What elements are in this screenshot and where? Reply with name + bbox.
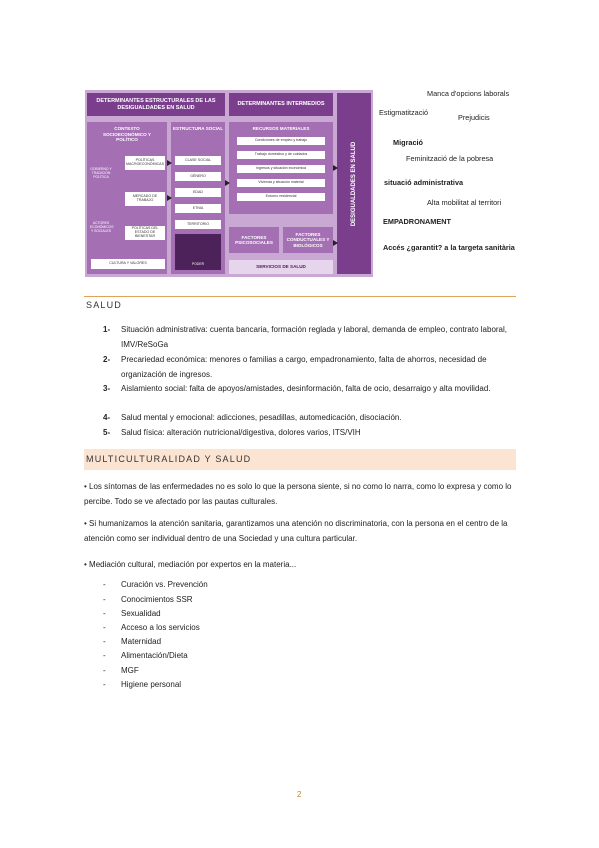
material-item: Trabajo doméstico y de cuidados — [237, 151, 325, 159]
dash-list-item: - Alimentación/Dieta — [103, 651, 188, 660]
behavioural-box — [283, 227, 333, 253]
labour-market: MERCADO DE TRABAJO — [125, 192, 165, 206]
power-box — [175, 234, 221, 270]
dash-item-text: Sexualidad — [121, 609, 161, 618]
context-box — [87, 122, 167, 274]
phrase: Estigmatització — [379, 108, 429, 117]
intermediate-header: DETERMINANTES INTERMEDIOS — [229, 93, 333, 116]
material-item: Condiciones de empleo y trabajo — [237, 137, 325, 145]
material-resources-box — [229, 122, 333, 214]
dash-list-item: - Acceso a los servicios — [103, 623, 200, 632]
dash-item-text: Maternidad — [121, 637, 162, 646]
dash-item-text: Alimentación/Dieta — [121, 651, 188, 660]
phrase: Accés ¿garantit? a la targeta sanitària — [383, 243, 515, 252]
dash-item-text: MGF — [121, 666, 139, 675]
actors-label: ACTORES ECONÓMICOS Y SOCIALES — [90, 221, 114, 233]
social-item: TERRITORIO — [175, 220, 221, 229]
social-item: EDAD — [175, 188, 221, 197]
page-number: 2 — [297, 790, 302, 799]
dash-item-text: Higiene personal — [121, 680, 182, 689]
list-item — [103, 425, 515, 440]
item-text: Aislamiento social: falta de apoyos/amistades, desinformación, falta de ocio, desarraigo y alta movilidad. — [121, 384, 491, 393]
phrase: situació administrativa — [384, 178, 464, 187]
material-title: RECURSOS MATERIALES — [252, 126, 310, 131]
health-determinants-diagram — [85, 90, 373, 277]
health-services-label: SERVICIOS DE SALUD — [256, 264, 306, 270]
section-divider — [84, 296, 516, 297]
culture-values: CULTURA Y VALORES — [91, 259, 165, 269]
phrase: Manca d'opcions laborals — [427, 89, 510, 98]
paragraph: • Los síntomas de las enfermedades no es solo lo que la persona siente, si no como lo narra, como lo expresa y como lo percibe. Todo se ve afectado por las pautas culturales. — [84, 482, 512, 506]
gov-label: GOBIERNO Y TRADICIÓN POLÍTICA — [90, 167, 112, 179]
health-inequalities-box — [337, 93, 371, 274]
salud-list — [103, 322, 515, 442]
dash-list-item: - Higiene personal — [103, 680, 182, 689]
power-label: PODER — [191, 262, 205, 267]
dash-list-item: - Maternidad — [103, 637, 162, 646]
phrase: Feminització de la pobresa — [406, 154, 494, 163]
material-item: Entorno residencial — [237, 193, 325, 201]
dash-item-text: Curación vs. Prevención — [121, 580, 208, 589]
phrase: Prejudicis — [458, 113, 490, 122]
psychosocial-label: FACTORES PSICOSOCIALES — [235, 234, 273, 245]
psychosocial-box — [229, 227, 279, 253]
structural-header: DETERMINANTES ESTRUCTURALES DE LAS DESIGUALDADES EN SALUD — [87, 93, 225, 116]
arrow-icon — [333, 240, 338, 246]
social-structure-title: ESTRUCTURA SOCIAL — [172, 126, 224, 131]
phrase: Alta mobilitat al territori — [427, 198, 502, 207]
dash-list-item: - Sexualidad — [103, 609, 161, 618]
dash-list-item: - MGF — [103, 666, 139, 675]
social-item: ETNIA — [175, 204, 221, 213]
social-item: CLASE SOCIAL — [175, 156, 221, 165]
arrow-icon — [167, 195, 172, 201]
item-number: 1- — [103, 325, 111, 334]
arrow-icon — [225, 180, 230, 186]
social-structure-box — [171, 122, 225, 274]
welfare-policies: POLÍTICAS DEL ESTADO DE BIENESTAR — [125, 226, 165, 240]
item-text: Situación administrativa: cuenta bancaria, formación reglada y laboral, demanda de empleo, contrato laboral, IMV/ReSoGa — [121, 325, 507, 349]
item-number: 4- — [103, 413, 111, 422]
phrase: EMPADRONAMENT — [383, 217, 451, 226]
behavioural-label: FACTORES CONDUCTUALES Y BIOLÓGICOS — [286, 231, 330, 248]
item-number: 2- — [103, 355, 111, 364]
list-item — [103, 410, 515, 425]
context-title: CONTEXTO SOCIOECONÓMICO Y POLÍTICO — [103, 126, 151, 142]
dash-item-text: Acceso a los servicios — [121, 623, 200, 632]
item-number: 5- — [103, 428, 111, 437]
material-item: Vivienda y situación material — [237, 179, 325, 187]
arrow-icon — [333, 165, 338, 171]
item-number: 3- — [103, 384, 111, 393]
item-text: Salud física: alteración nutricional/digestiva, dolores varios, ITS/VIH — [121, 428, 361, 437]
section-title-multiculturalidad: MULTICULTURALIDAD Y SALUD — [86, 454, 252, 464]
dash-list-item: - Conocimientos SSR — [103, 595, 193, 604]
health-services-box — [229, 260, 333, 274]
item-text: Precariedad económica: menores o familias a cargo, empadronamiento, falta de ahorros, necesidad de organización de ingresos. — [121, 355, 487, 379]
phrase: Migració — [393, 138, 424, 147]
macro-policies: POLÍTICAS MACROECONÓMICAS — [125, 156, 165, 170]
item-text: Salud mental y emocional: adicciones, pesadillas, automedicación, disociación. — [121, 413, 402, 422]
arrow-icon — [167, 160, 172, 166]
material-item: Ingresos y situación económica — [237, 165, 325, 173]
list-item — [103, 322, 515, 352]
list-item — [103, 352, 515, 382]
dash-item-text: Conocimientos SSR — [121, 595, 193, 604]
dash-list-item: - Curación vs. Prevención — [103, 580, 208, 589]
paragraph: • Mediación cultural, mediación por expertos en la materia... — [84, 560, 297, 569]
health-inequalities-label: DESIGUALDADES EN SALUD — [351, 141, 357, 226]
section-title-salud: SALUD — [86, 300, 123, 310]
list-item — [103, 381, 515, 396]
social-item: GÉNERO — [175, 172, 221, 181]
paragraph: • Si humanizamos la atención sanitaria, garantizamos una atención no discriminatoria, con la persona en el centro de la atención como ser individual dentro de una Sociedad y una cultura particular. — [84, 519, 508, 543]
